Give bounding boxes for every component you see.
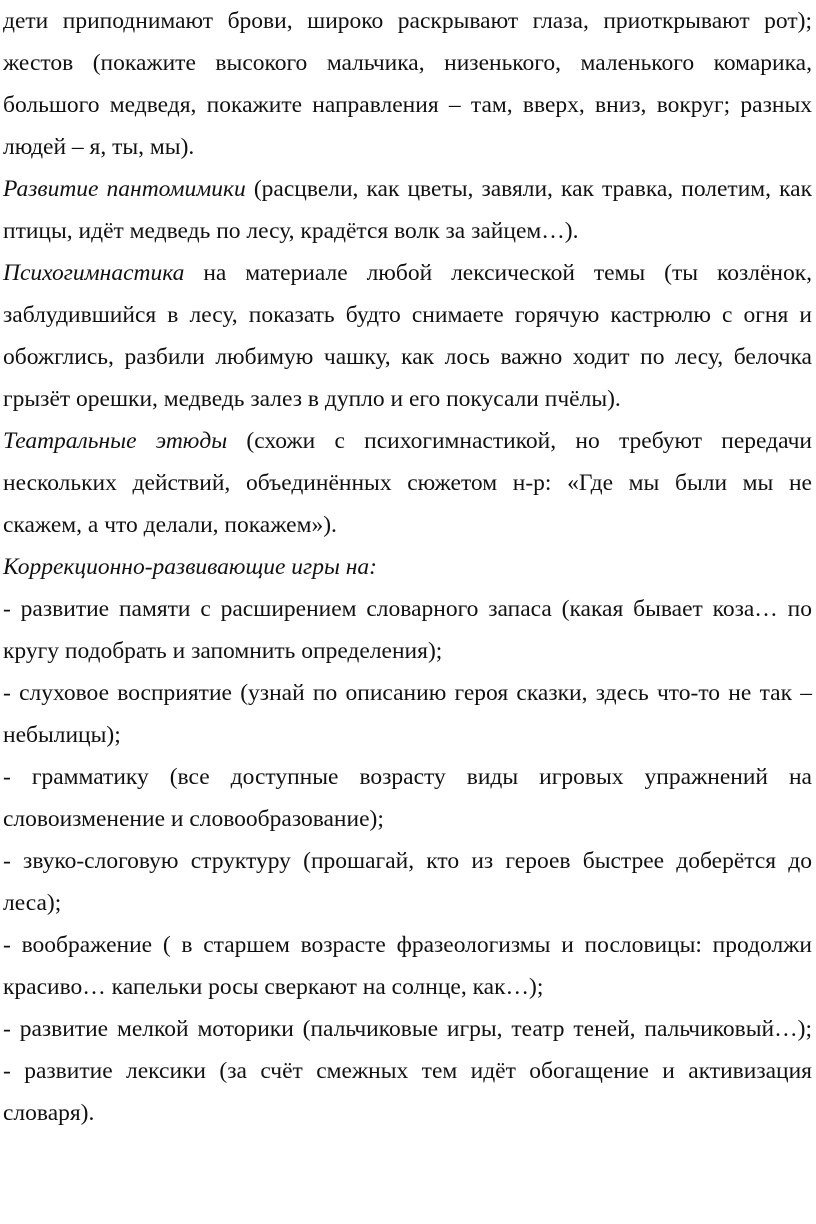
- text-run: нескольких действий, объединённых сюжетом н-р: «Где мы были мы не: [3, 470, 812, 496]
- text-line: [3, 342, 812, 372]
- heading-theatre-etudes: Театральные этюды: [3, 428, 228, 454]
- text-line: [3, 6, 812, 36]
- text-line: [3, 258, 812, 288]
- text-run: - слуховое восприятие (узнай по описанию героя сказки, здесь что-то не так –: [3, 680, 812, 706]
- text-run: заблудившийся в лесу, показать будто снимаете горячую кастрюлю с огня и: [3, 302, 812, 328]
- list-item-line: [3, 762, 812, 792]
- text-line: [3, 468, 812, 498]
- list-item-line: [3, 594, 812, 624]
- text-run: большого медведя, покажите направления – там, вверх, вниз, вокруг; разных: [3, 92, 812, 118]
- text-run: грызёт орешки, медведь залез в дупло и его покусали пчёлы).: [3, 386, 621, 412]
- text-line: [3, 426, 812, 456]
- text-line: [3, 804, 812, 834]
- text-run: - развитие памяти с расширением словарного запаса (какая бывает коза… по: [3, 596, 812, 622]
- text-run: небылицы);: [3, 722, 121, 748]
- text-run: дети приподнимают брови, широко раскрывают глаза, приоткрывают рот);: [3, 8, 812, 34]
- text-run: - грамматику (все доступные возрасту виды игровых упражнений на: [3, 764, 812, 790]
- text-run: (расцвели, как цветы, завяли, как травка, полетим, как: [245, 176, 812, 202]
- text-run: словаря).: [3, 1100, 95, 1126]
- list-item-line: [3, 930, 812, 960]
- list-item-line: [3, 1014, 812, 1044]
- text-run: - развитие мелкой моторики (пальчиковые игры, театр теней, пальчиковый…);: [3, 1016, 812, 1042]
- text-line: [3, 174, 812, 204]
- list-item-line: [3, 846, 812, 876]
- text-line: [3, 720, 812, 750]
- text-line: [3, 552, 812, 582]
- list-item-line: [3, 1056, 812, 1086]
- text-line: [3, 132, 812, 162]
- list-item-line: [3, 678, 812, 708]
- text-line: [3, 300, 812, 330]
- text-run: (схожи с психогимнастикой, но требуют передачи: [227, 428, 812, 454]
- text-line: [3, 90, 812, 120]
- heading-correction-games: Коррекционно-развивающие игры на:: [3, 554, 377, 580]
- text-run: кругу подобрать и запомнить определения);: [3, 638, 443, 664]
- text-line: [3, 384, 812, 414]
- text-line: [3, 888, 812, 918]
- heading-psychogymnastics: Психогимнастика: [3, 260, 185, 286]
- text-run: обожглись, разбили любимую чашку, как лось важно ходит по лесу, белочка: [3, 344, 812, 370]
- text-run: словоизменение и словообразование);: [3, 806, 384, 832]
- text-run: птицы, идёт медведь по лесу, крадётся волк за зайцем…).: [3, 218, 579, 244]
- text-run: скажем, а что делали, покажем»).: [3, 512, 337, 538]
- text-run: красиво… капельки росы сверкают на солнце, как…);: [3, 974, 544, 1000]
- text-run: леса);: [3, 890, 62, 916]
- heading-pantomime: Развитие пантомимики: [3, 176, 246, 202]
- text-run: жестов (покажите высокого мальчика, низенького, маленького комарика,: [3, 50, 812, 76]
- text-line: [3, 510, 812, 540]
- text-line: [3, 216, 812, 246]
- text-run: - звуко-слоговую структуру (прошагай, кто из героев быстрее доберётся до: [3, 848, 812, 874]
- text-run: - воображение ( в старшем возрасте фразеологизмы и пословицы: продолжи: [3, 932, 812, 958]
- text-run: людей – я, ты, мы).: [3, 134, 195, 160]
- text-run: на материале любой лексической темы (ты козлёнок,: [184, 260, 812, 286]
- text-run: - развитие лексики (за счёт смежных тем идёт обогащение и активизация: [3, 1058, 812, 1084]
- text-line: [3, 48, 812, 78]
- text-line: [3, 972, 812, 1002]
- text-line: [3, 1098, 812, 1128]
- text-line: [3, 636, 812, 666]
